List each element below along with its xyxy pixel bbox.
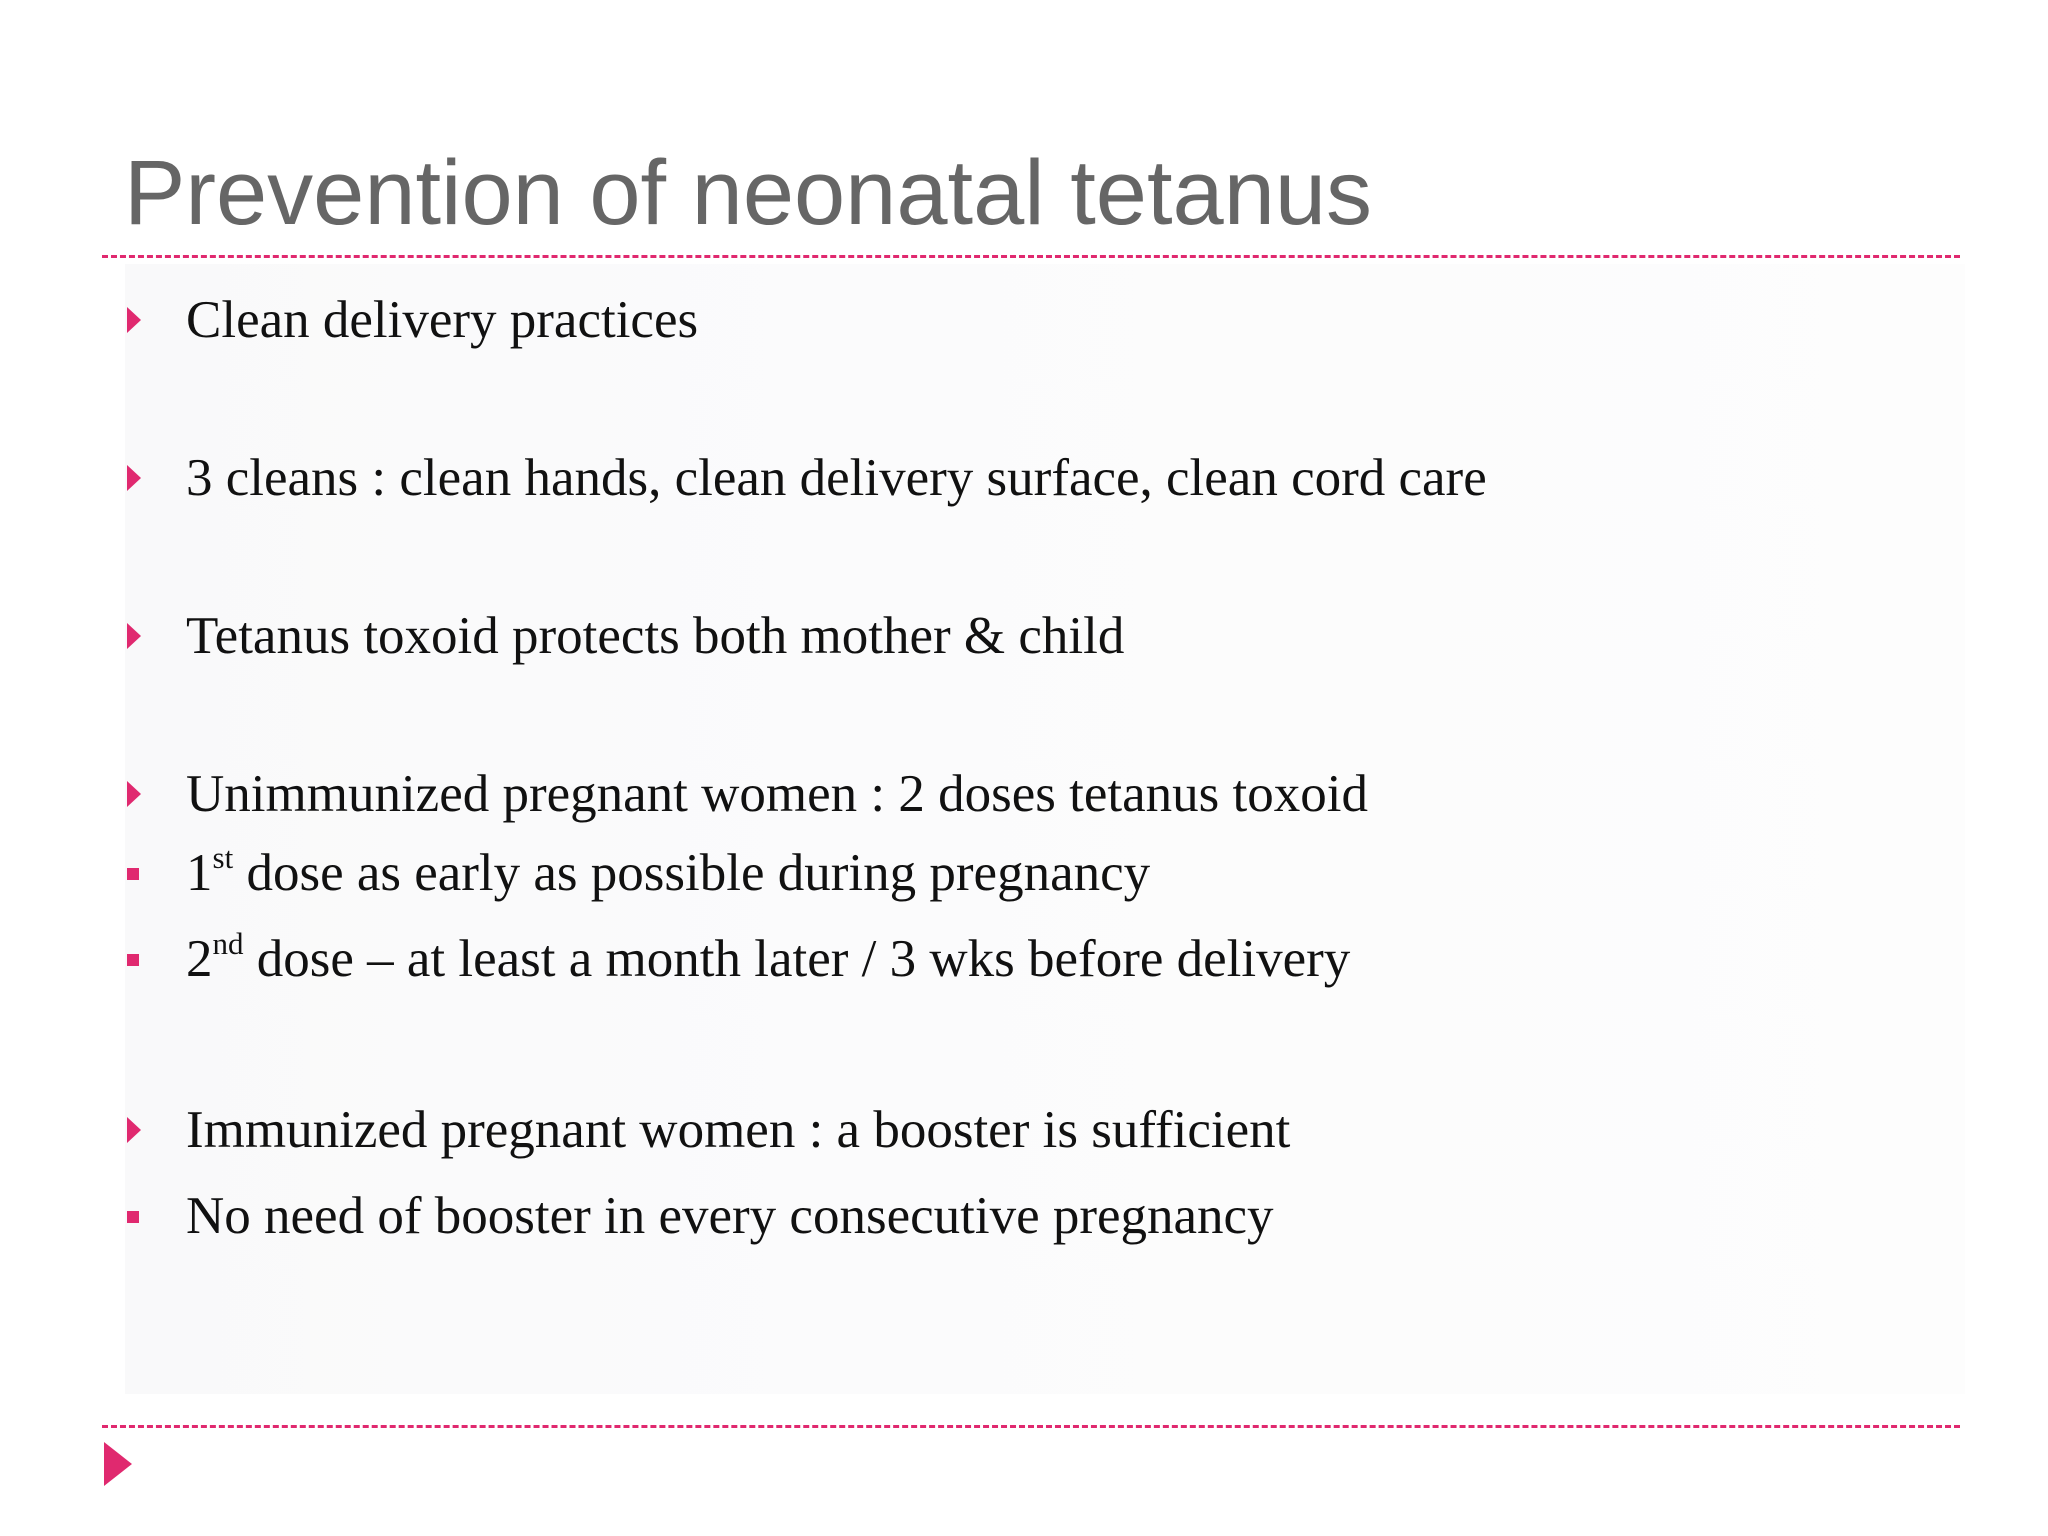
ordinal-suffix: st bbox=[212, 840, 234, 875]
arrow-bullet-icon bbox=[127, 465, 141, 491]
bullet-text: Clean delivery practices bbox=[186, 291, 699, 349]
next-slide-arrow-icon[interactable] bbox=[104, 1442, 132, 1486]
ordinal-number: 2 bbox=[186, 930, 213, 988]
sub-bullet-text bbox=[186, 833, 1150, 913]
title-divider bbox=[102, 255, 1960, 258]
sub-bullet-item bbox=[0, 1176, 2048, 1256]
footer-divider bbox=[102, 1425, 1960, 1428]
arrow-bullet-icon bbox=[127, 1117, 141, 1143]
bullet-text: 3 cleans : clean hands, clean delivery surface, clean cord care bbox=[186, 449, 1487, 507]
bullet-item bbox=[0, 596, 2048, 676]
square-bullet-icon bbox=[127, 954, 139, 966]
slide-title: Prevention of neonatal tetanus bbox=[124, 142, 1373, 244]
sub-bullet-item bbox=[0, 833, 2048, 913]
bullet-item bbox=[0, 438, 2048, 518]
sub-bullet-rest: dose as early as possible during pregnancy bbox=[233, 844, 1151, 902]
arrow-bullet-icon bbox=[127, 307, 141, 333]
bullet-text: Immunized pregnant women : a booster is sufficient bbox=[186, 1101, 1291, 1159]
square-bullet-icon bbox=[127, 1211, 139, 1223]
square-bullet-icon bbox=[127, 868, 139, 880]
sub-bullet-text: No need of booster in every consecutive pregnancy bbox=[186, 1187, 1274, 1245]
bullet-text: Unimmunized pregnant women : 2 doses tetanus toxoid bbox=[186, 765, 1368, 823]
sub-bullet-rest: dose – at least a month later / 3 wks before delivery bbox=[243, 930, 1351, 988]
bullet-item bbox=[0, 1090, 2048, 1170]
arrow-bullet-icon bbox=[127, 781, 141, 807]
arrow-bullet-icon bbox=[127, 623, 141, 649]
bullet-text: Tetanus toxoid protects both mother & child bbox=[186, 607, 1125, 665]
ordinal-suffix: nd bbox=[212, 926, 244, 961]
ordinal-number: 1 bbox=[186, 844, 213, 902]
bullet-item bbox=[0, 754, 2048, 834]
sub-bullet-item bbox=[0, 919, 2048, 999]
bullet-item bbox=[0, 280, 2048, 360]
sub-bullet-text bbox=[186, 919, 1350, 999]
